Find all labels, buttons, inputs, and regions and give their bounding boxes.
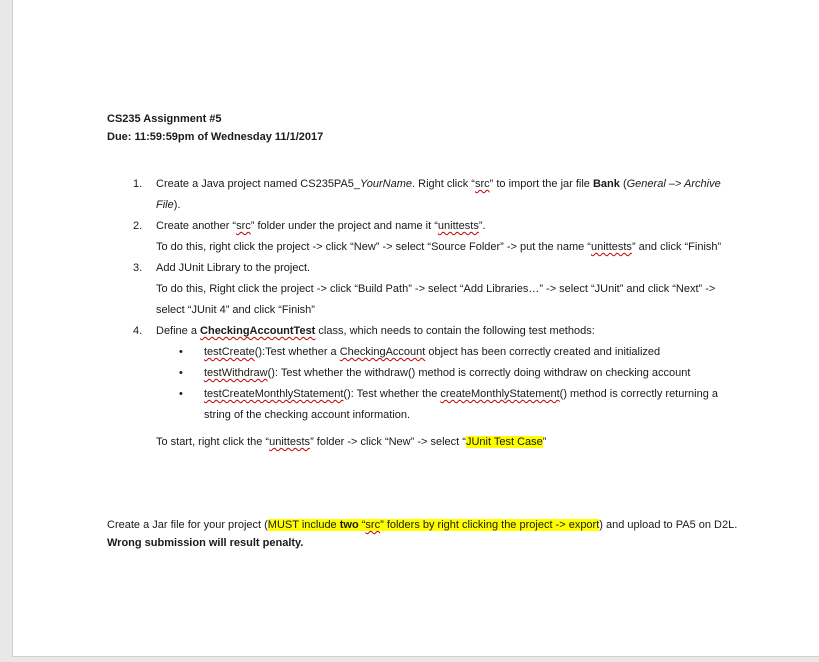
spellcheck-word: src: [474, 178, 490, 190]
spellcheck-word: src: [236, 220, 251, 232]
spellcheck-word: createMonthlyStatement: [440, 388, 560, 400]
text: ” folders by right clicking the project -> export: [380, 519, 600, 531]
spellcheck-word: CheckingAccountTest: [200, 325, 316, 337]
text: To start, right click the “: [156, 436, 270, 448]
step-3: [107, 258, 747, 321]
text: ” folder under the project and name it “: [250, 220, 438, 232]
spellcheck-word: src: [365, 519, 381, 531]
text: To do this, Right click the project -> click “Build Path” -> select “Add Libraries…” -> select “JUnit” and click “Next” -> select “JUnit 4” and click “Finish”: [156, 283, 716, 316]
text: (): Test whether the: [343, 388, 441, 400]
step-2: [107, 216, 747, 258]
document-page: [12, 0, 819, 657]
text: MUST include: [267, 519, 340, 531]
list-item: [156, 363, 747, 384]
text: ) and upload to PA5 on D2L.: [599, 519, 738, 531]
spellcheck-word: testCreateMonthlyStatement: [204, 388, 344, 400]
highlighted-text: [268, 519, 599, 531]
text: Add JUnit Library to the project.: [156, 262, 311, 274]
text: YourName: [360, 178, 413, 190]
text: Create a Java project named CS235PA5_: [156, 178, 361, 190]
text: ():Test whether a: [254, 346, 340, 358]
text: ).: [173, 199, 181, 211]
text: Bank: [592, 178, 620, 190]
bullet-icon: •: [179, 346, 183, 358]
text: . Right click “: [412, 178, 475, 190]
text: (: [619, 178, 627, 190]
highlighted-text: JUnit Test Case: [465, 436, 543, 448]
due-date: Due: 11:59:59pm of Wednesday 11/1/2017: [107, 131, 324, 143]
text: “: [358, 519, 366, 531]
text: Create another “: [156, 220, 237, 232]
test-methods-list: [156, 342, 747, 426]
spellcheck-word: unittests: [269, 436, 311, 448]
step-4: [107, 321, 747, 426]
list-item: [156, 384, 747, 426]
text: ”.: [478, 220, 486, 232]
spellcheck-word: CheckingAccount: [339, 346, 426, 358]
spellcheck-word: testWithdraw: [204, 367, 268, 379]
submission-instructions: [107, 516, 747, 552]
bullet-icon: •: [179, 388, 183, 400]
to-start-note: [107, 432, 747, 453]
bullet-icon: •: [179, 367, 183, 379]
text: () method is correctly returning a string of the checking account information.: [204, 388, 718, 421]
text: Create a Jar file for your project (: [107, 519, 268, 531]
text: General –> Archive File: [156, 178, 721, 211]
text: two: [339, 519, 359, 531]
step-1: [107, 174, 747, 216]
spellcheck-word: unittests: [590, 241, 632, 253]
text: ” to import the jar file: [489, 178, 593, 190]
step-number: 1.: [133, 178, 143, 190]
assignment-title: CS235 Assignment #5: [107, 113, 222, 125]
step-number: 3.: [133, 262, 143, 274]
spellcheck-word: unittests: [437, 220, 479, 232]
spellcheck-word: testCreate: [204, 346, 255, 358]
text: Define a: [156, 325, 201, 337]
text: ” folder -> click “New” -> select “: [310, 436, 466, 448]
penalty-warning: Wrong submission will result penalty.: [107, 537, 304, 549]
document-body: [107, 110, 747, 549]
text: ” and click “Finish”: [631, 241, 722, 253]
text: class, which needs to contain the following test methods:: [315, 325, 595, 337]
text: ”: [542, 436, 547, 448]
text: object has been correctly created and initialized: [425, 346, 661, 358]
step-number: 2.: [133, 220, 143, 232]
step-number: 4.: [133, 325, 143, 337]
text: (): Test whether the withdraw() method is correctly doing withdraw on checking account: [267, 367, 691, 379]
text: To do this, right click the project -> click “New” -> select “Source Folder” -> put the name “: [156, 241, 591, 253]
list-item: [156, 342, 747, 363]
steps-list: [107, 174, 747, 426]
